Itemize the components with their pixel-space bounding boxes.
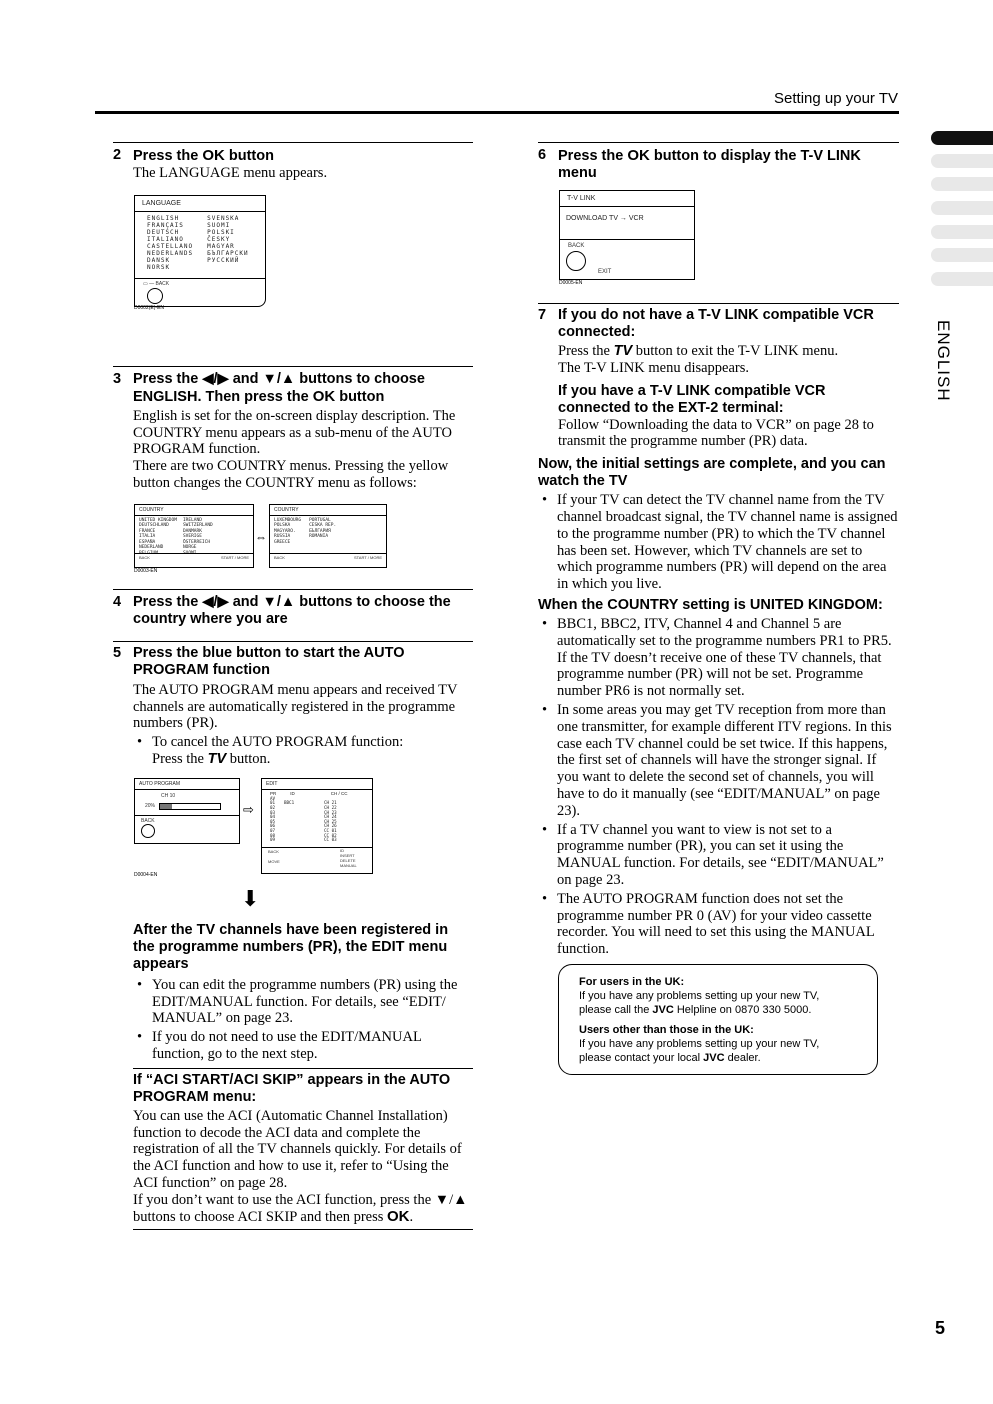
uk-heading: When the COUNTRY setting is UNITED KINGDOM: xyxy=(538,596,883,613)
header-title: Setting up your TV xyxy=(774,90,898,107)
list-item: PORTUGAL xyxy=(309,517,331,523)
language-menu-figure xyxy=(113,182,473,312)
step-body: Press the TV button to exit the T-V LINK menu. The T-V LINK menu disappears. xyxy=(558,343,839,376)
step-body: The AUTO PROGRAM menu appears and received TV channels are automatically registered in the programme numbers (PR). xyxy=(133,681,458,732)
after-registration-heading: After the TV channels have been registered in the programme numbers (PR), the EDIT menu appears xyxy=(133,921,449,972)
aci-body: You can use the ACI (Automatic Channel Installation) function to decode the ACI data and complete the registration of all the TV channels quickly. For details of the ACI function and how to use it, refer to “Using the ACI function” on page 28. If you don’t want to use the ACI function, press the ▼/▲ buttons to choose ACI SKIP and then press OK. xyxy=(133,1107,468,1225)
side-tabs xyxy=(931,0,993,300)
step-heading: Press the ◀/▶ and ▼/▲ buttons to choose the country where you are xyxy=(133,593,451,627)
list-item: • If your TV can detect the TV channel name from the TV channel broadcast signal, the TV channel name is assigned to the programme number (PR) to which the TV channel has been set. However, which TV channels are set to which programme numbers (PR) will depend on the area in which you live. xyxy=(538,492,899,593)
header-rule xyxy=(95,111,899,114)
list-item: SUOMI xyxy=(182,550,197,556)
table-row: 02 CH 22 xyxy=(270,804,337,810)
list-item: CASTELLANO xyxy=(147,242,194,250)
list-item: GREECE xyxy=(274,539,291,545)
list-item: ESPAÑA xyxy=(139,539,156,545)
list-item: ITALIANO xyxy=(147,235,184,243)
arrow-down-icon: ⬇ xyxy=(241,885,260,911)
step-heading: Press the OK button to display the T-V LINK menu xyxy=(558,147,861,181)
list-item: POLSKI xyxy=(207,228,235,236)
page-number: 5 xyxy=(934,1318,945,1338)
list-item: MAGYARO. xyxy=(274,528,296,534)
table-row: 06 CH 26 xyxy=(270,823,337,829)
step-heading: Press the ◀/▶ and ▼/▲ buttons to choose ENGLISH. Then press the OK button xyxy=(133,370,425,405)
step-3: 3 Press the ◀/▶ and ▼/▲ buttons to choose ENGLISH. Then press the OK button English is set for the on-screen display description. The COUNTRY menu appears as a sub-menu of the AUTO PROGRAM function. There are two COUNTRY menus. Pressing the yellow button changes the COUNTRY menu as follows: xyxy=(113,371,473,492)
step-4: 4 Press the ◀/▶ and ▼/▲ buttons to choose the country where you are xyxy=(113,594,473,628)
list-item: NEDERLAND xyxy=(139,545,164,551)
list-item: MAGYAR xyxy=(207,242,235,250)
list-item: BELGIUM xyxy=(139,550,158,556)
list-item: UNITED KINGDOM xyxy=(139,517,177,523)
list-item: NEDERLANDS xyxy=(147,249,194,257)
progress-bar xyxy=(159,803,221,810)
list-item: DEUTSCH xyxy=(147,228,180,236)
country-menu-figure: COUNTRY UNITED KINGDOM DEUTSCHLAND FRANCE ITALIA ESPAÑA NEDERLAND BELGIUM IRELAND SWITZERLAND DANMARK SVERIGE ÖSTERREICH NORGE SUOMI BACK START / MORE ⇔ COUNTRY LUXEMBOURG POLSKA MAGYARO. RUSSIA GREECE PORTUGAL CESKA REP. БЪЛГАРИЯ ROMANIA BACK START / MORE D0003-EN xyxy=(113,492,473,576)
table-row: 07 CC 01 xyxy=(270,827,337,833)
list-item: БЪЛГАРСКИ xyxy=(207,249,249,257)
list-item: SVERIGE xyxy=(182,534,202,540)
list-item: SWITZERLAND xyxy=(182,523,213,529)
step-body: English is set for the on-screen display description. The COUNTRY menu appears as a sub-menu of the AUTO PROGRAM function. There are two COUNTRY menus. Pressing the yellow button changes the COUNTRY menu as follows: xyxy=(133,407,456,491)
language-menu-title: LANGUAGE xyxy=(135,196,265,212)
step-heading: Press the OK button xyxy=(133,147,274,164)
step-heading: If you do not have a T-V LINK compatible VCR connected: xyxy=(558,307,874,340)
list-item: ITALIA xyxy=(139,534,156,540)
list-item: • BBC1, BBC2, ITV, Channel 4 and Channel 5 are automatically set to the programme numbers PR1 to PR5. If the TV doesn’t receive one of these TV channels, that programme number (PR) will not be set. Programme number PR6 is not normally set. xyxy=(538,616,899,700)
list-item: ENGLISH xyxy=(147,214,180,222)
language-list-col1 xyxy=(147,215,193,271)
list-item: • If a TV channel you want to view is not set to a programme number (PR), you can set it using the MANUAL function. For details, see “EDIT/MANUAL” on page 23. xyxy=(538,822,899,889)
remote-dpad-icon xyxy=(147,288,163,304)
step-heading: Press the blue button to start the AUTO PROGRAM function xyxy=(133,644,405,678)
language-list-col2 xyxy=(207,215,249,271)
step-2 xyxy=(113,147,473,182)
list-item: ČESKY xyxy=(207,235,231,243)
support-info-box: For users in the UK: If you have any problems setting up your new TV, please call the JVC Helpline on 0870 330 5000. Users other than those in the UK: If you have any problems setting up your new TV, please contact your local JVC dealer. xyxy=(558,964,878,1075)
list-item: ROMANIA xyxy=(309,534,329,540)
list-item: DANSK xyxy=(147,256,171,264)
uk-list xyxy=(538,616,899,958)
after-registration-list xyxy=(133,977,473,1063)
table-row: 04 CH 24 xyxy=(270,814,337,820)
list-item: FRANÇAIS xyxy=(147,221,184,229)
list-item: DEUTSCHLAND xyxy=(139,523,169,529)
table-row: 05 CH 25 xyxy=(270,818,337,824)
list-item: • The AUTO PROGRAM function does not set the programme number PR 0 (AV) for your video cassette recorder. You will need to set this using the MANUAL function. xyxy=(538,891,899,958)
table-row: 08 CC 02 xyxy=(270,832,337,838)
list-item: RUSSIA xyxy=(274,534,291,540)
table-row: 09 CC 03 xyxy=(270,837,337,843)
step-7: 7 If you do not have a T-V LINK compatible VCR connected: Press the TV button to exit the T-V LINK menu. The T-V LINK menu disappears. If you have a T-V LINK compatible VCR connected to the EXT-2 terminal: Follow “Downloading the data to VCR” on page 28 to transmit the programme number (PR) data. xyxy=(538,307,899,450)
list-item: БЪЛГАРИЯ xyxy=(309,528,331,534)
left-column xyxy=(113,142,473,1230)
auto-program-figure: AUTO PROGRAM CH 10 20% BACK ⇨ EDIT PR ID CH / CC AV 01 BBC1 CH 21 02 CH 22 03 CH 23 04 CH 24 05 CH 25 06 CH 26 07 CC 01 08 CC 02 09 CC 03 BACK MOVE ID INSERT DELETE MANUAL D0004-EN ⬇ xyxy=(113,770,473,932)
country-list-left-col2 xyxy=(183,518,213,557)
remote-dpad-icon xyxy=(566,251,586,271)
tv-link-figure: T-V LINK DOWNLOAD TV → VCR BACK EXIT D0005-EN xyxy=(538,182,899,292)
country-list-right-col1 xyxy=(274,518,301,546)
list-item: SUOMI xyxy=(207,221,231,229)
list-item: NORGE xyxy=(182,545,197,551)
aci-heading: If “ACI START/ACI SKIP” appears in the AUTO PROGRAM menu: xyxy=(133,1071,451,1105)
step-6: 6 Press the OK button to display the T-V LINK menu xyxy=(538,147,899,182)
list-item: LUXEMBOURG xyxy=(274,517,302,523)
step-number: 2 xyxy=(113,147,122,163)
back-button-legend: ▭ — BACK xyxy=(143,280,170,287)
language-side-label: ENGLISH xyxy=(934,320,953,402)
complete-heading: Now, the initial settings are complete, and you can watch the TV xyxy=(538,456,886,490)
complete-list xyxy=(538,492,899,593)
figure-code: D0002(E)-EN xyxy=(134,304,165,311)
list-item: NORSK xyxy=(147,263,171,271)
jvc-logo: JVC xyxy=(652,1004,674,1016)
list-item: ÖSTERREICH xyxy=(182,539,211,545)
country-list-right-col2 xyxy=(309,518,336,546)
arrow-swap-icon: ⇔ xyxy=(255,529,267,544)
edit-table xyxy=(262,797,372,843)
list-item: SVENSKA xyxy=(207,214,240,222)
list-item: FRANCE xyxy=(139,528,156,534)
tv-link-download-line: DOWNLOAD TV → VCR xyxy=(566,215,644,222)
step-5: 5 Press the blue button to start the AUTO PROGRAM function The AUTO PROGRAM menu appears and received TV channels are automatically registered in the programme numbers (PR). • To cancel the AUTO PROGRAM function: Press the TV button. xyxy=(113,645,473,768)
list-item: IRELAND xyxy=(182,517,202,523)
table-row: 03 CH 23 xyxy=(270,809,337,815)
table-row: AV xyxy=(270,795,276,801)
table-row: 01 BBC1 CH 21 xyxy=(270,800,337,806)
vcr-connected-heading: If you have a T-V LINK compatible VCR connected to the EXT-2 terminal: xyxy=(558,382,826,416)
list-item: РУССКИЙ xyxy=(207,256,240,264)
step-body: The LANGUAGE menu appears. xyxy=(133,165,328,181)
list-item: • If you do not need to use the EDIT/MANUAL function, go to the next step. xyxy=(133,1029,473,1063)
right-column xyxy=(538,142,899,960)
list-item: DANMARK xyxy=(182,528,202,534)
arrow-right-icon: ⇨ xyxy=(243,801,254,817)
remote-dpad-icon xyxy=(141,824,155,838)
list-item: POLSKA xyxy=(274,523,291,529)
list-item: • You can edit the programme numbers (PR) using the EDIT/MANUAL function. For details, see “EDIT/ MANUAL” on page 23. xyxy=(133,977,473,1027)
jvc-logo: JVC xyxy=(703,1052,725,1064)
list-item: • To cancel the AUTO PROGRAM function: Press the TV button. xyxy=(133,734,473,768)
list-item: CESKA REP. xyxy=(309,523,337,529)
list-item: • In some areas you may get TV reception from more than one transmitter, for example different ITV regions. In this case each TV channel could be set twice. If this happens, the first set of channels will have the stronger signal. If you want to delete the second set of channels, you will have to do it manually (see “EDIT/MANUAL” on page 23). xyxy=(538,702,899,820)
country-list-left-col1 xyxy=(139,518,177,557)
